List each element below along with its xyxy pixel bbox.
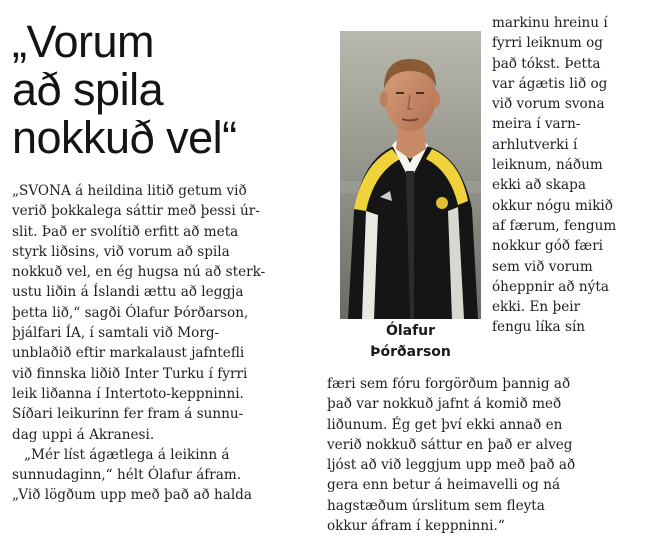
article-line: unblaðið eftir markalaust jafntefli [12,345,245,362]
article-line: leiknum, náðum [492,157,603,174]
headline-line: nokkuð vel“ [12,112,237,163]
article-line: arhlutverki í [492,136,578,153]
article-line: „Við lögðum upp með það að halda [12,487,252,504]
article-line: markinu hreinu í [492,15,608,31]
article-line: gera enn betur á heimavelli og ná [327,477,561,494]
article-line: óheppnir að nýta [492,278,609,295]
article-line: það var nokkuð jafnt á komið með [327,396,562,413]
article-line: þjálfari ÍA, í samtali við Morg- [12,325,220,342]
article-line: ustu liðin á Íslandi ættu að leggja [12,284,244,301]
article-column-1 [12,181,330,506]
article-line: Síðari leikurinn fer fram á sunnu- [12,406,244,423]
article-line: fengu líka sín [492,319,586,336]
player-photo [340,31,481,319]
article-line: af færum, fengum [492,217,617,234]
article-line: styrk liðsins, við vorum að spila [12,243,230,260]
article-line: ljóst að við leggjum upp með það að [327,457,576,474]
article-line: verið þokkalega sáttir með þessi úr- [12,203,260,220]
article-line: ekki að skapa [492,177,586,194]
photo-caption [340,321,481,363]
article-line: var ágætis lið og [492,75,608,92]
article-line: það tókst. Þetta [492,55,601,72]
article-line: við finnska liðið Inter Turku í fyrri [12,365,248,382]
article-line: við vorum svona [492,96,605,113]
article-line: nokkuð vel, en ég hugsa nú að sterk- [12,264,266,281]
article-line: „SVONA á heildina litið getum við [12,183,247,199]
article-line: sunnudaginn,“ hélt Ólafur áfram. [12,467,242,484]
article-line: „Mér líst ágætlega á leikinn á [24,446,230,463]
portrait-image [340,31,481,319]
caption-line: Þórðarson [370,344,451,360]
caption-line: Ólafur [385,323,436,339]
article-line: okkur áfram í keppninni.“ [327,518,505,535]
article-line: leik liðanna í Intertoto-keppninni. [12,385,244,402]
article-line: sem við vorum [492,258,593,275]
headline [12,18,332,162]
article-column-2-top [492,13,648,338]
article-line: hagstæðum úrslitum sem fleyta [327,497,545,514]
article-line: fyrri leiknum og [492,35,603,52]
article-line: okkur nógu mikið [492,197,613,214]
article-line: slit. Það er svolítið erfitt að meta [12,223,239,240]
article-line: verið nokkuð sáttur en það er alveg [327,436,573,453]
article-line: þetta lið,“ sagði Ólafur Þórðarson, [12,304,249,321]
article-line: meira í varn- [492,116,581,133]
headline-line: að spila [12,64,164,115]
headline-line: „Vorum [12,16,155,67]
article-line: dag uppi á Akranesi. [12,426,155,443]
article-line: liðunum. Ég get því ekki annað en [327,416,563,433]
article-line: nokkur góð færi [492,238,604,255]
article-line: færi sem fóru forgörðum þannig að [327,376,571,392]
article-line: ekki. En þeir [492,299,581,316]
article-column-2-bottom [327,374,649,536]
